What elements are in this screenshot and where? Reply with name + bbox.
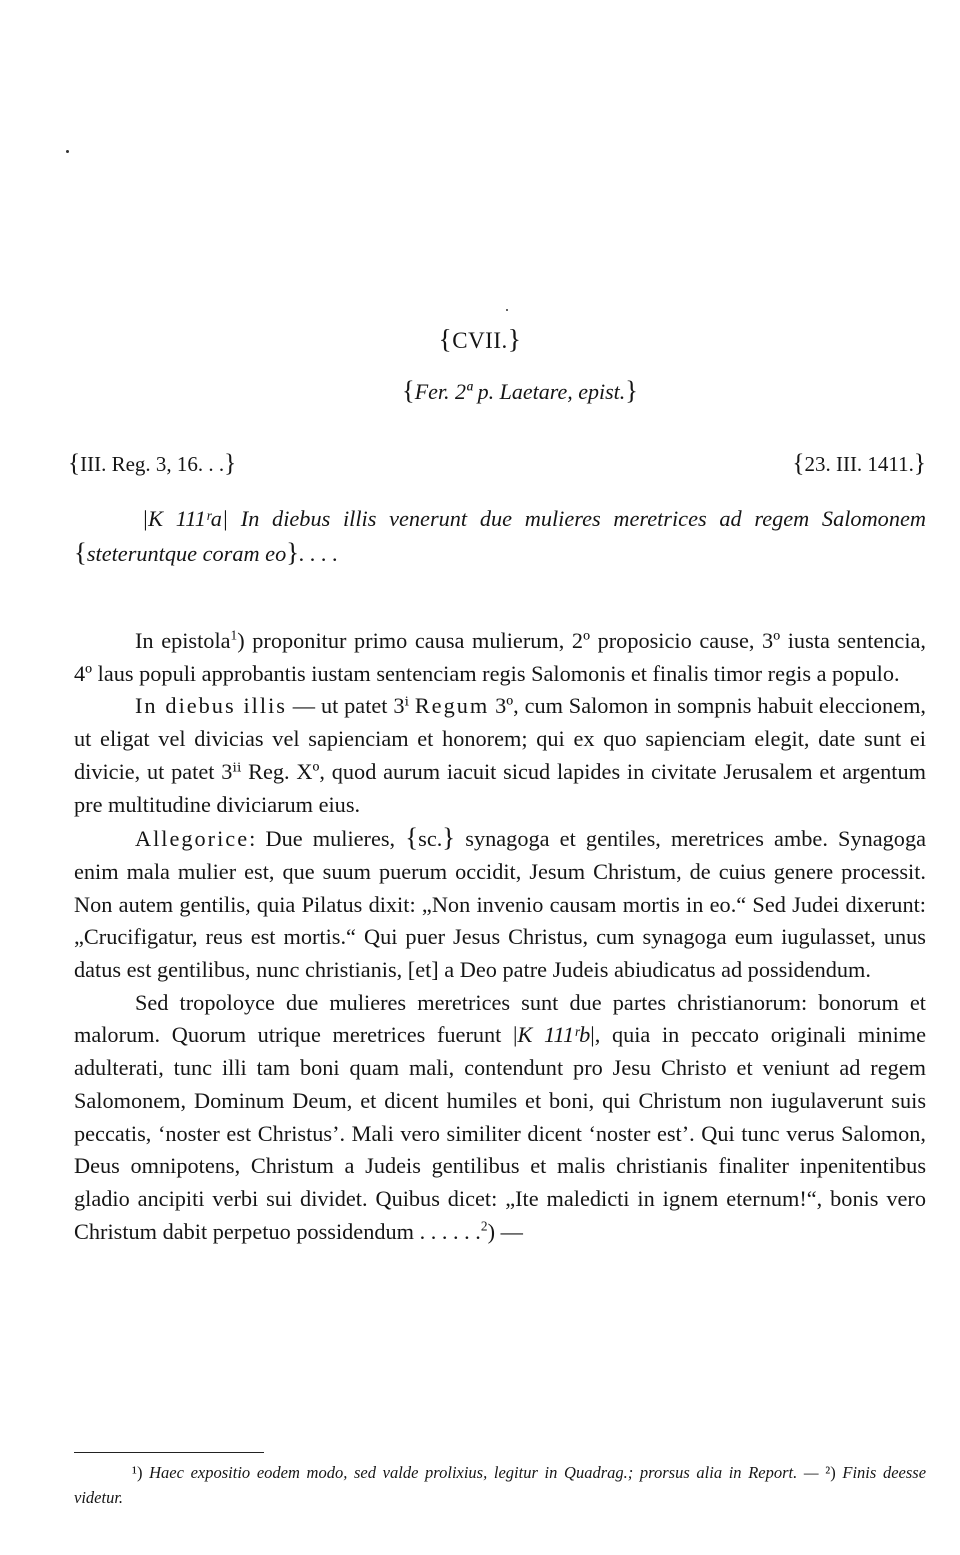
folio-marker: K 111ʳa <box>148 506 222 531</box>
reference-line <box>68 450 926 478</box>
sermon-date: {23. III. 1411.} <box>792 450 926 477</box>
footnote-rule <box>74 1452 264 1453</box>
chapter-heading: {CVII.} <box>438 323 522 354</box>
paragraph-2: In diebus illis — ut patet 3ⁱ Regum 3º, cum Salomon in sompnis habuit eleccionem, ut eligat vel divicias vel sapienciam et honorem; qui ex quo sapienciam elegit, date sunt ei divicie, ut patet 3ⁱⁱ Reg. Xº, quod aurum iacuit sicud lapides in civitate Jerusalem et argentum pre multitudine diviciarum eius. <box>74 693 926 817</box>
incipit-text: In diebus illis venerunt due mulieres meretrices ad regem Salomonem <box>240 506 926 531</box>
pericope-reference: {III. Reg. 3, 16. . .} <box>68 450 237 477</box>
occasion-text: Fer. 2ª p. Laetare, epist. <box>414 379 626 404</box>
chapter-number: CVII. <box>452 328 508 353</box>
liturgical-occasion: {Fer. 2ª p. Laetare, epist.} <box>402 375 638 405</box>
paragraph-4: Sed tropoloyce due mulieres meretrices sunt due partes christianorum: bonorum et malorum. Quorum utrique meretrices fuerunt |K 111ʳb|, quia in peccato originali minime adulterati, tunc illi tam boni quam mali, contendunt pro Jesu Christo et veniunt ad regem Salomonem, Dominum Deum, et dicent humiles et boni, qui Christum non iugulaverunt suis peccatis, ‘noster est Christus’. Mali vero similiter dicent ‘noster est’. Qui tunc verus Salomon, Deus omnipotens, Christum a Judeis gentilibus et malis christianis finaliter inpenitentibus gladio ancipiti verbi sui dividet. Quibus dicet: „Ite maledicti in ignem eternum!“, bonis vero Christum dabit perpetuo possidendum . . . . . .$^2$) — <box>74 989 927 1244</box>
footnote-1: ¹) Haec expositio eodem modo, sed valde prolixius, legitur in Quadrag.; prorsus alia in Report. — ²) Finis deesse videtur. <box>74 1463 927 1507</box>
incipit-addition: steteruntque coram eo <box>86 540 287 566</box>
footnotes <box>74 1460 926 1510</box>
paragraph-3: Allegorice: Due mulieres, {sc.} synagoga et gentiles, meretrices ambe. Synagoga enim mala mulier est, que suum puerum occidit, Jesum Christum, de cuius genere processit. Non autem gentilis, quia Pilatus dixit: „Non invenio causam mortis in eo.“ Sed Judei dixerunt: „Crucifigatur, reus est mortis.“ Qui puer Jesus Christus, cum synagoga eum iugulasset, unus datus est gentilibus, nunc christianis, [et] a Deo patre Judeis abiudicatus ad possidendum. <box>74 822 926 983</box>
folio-marker-2: K 111ʳb <box>517 1022 591 1048</box>
sermon-body <box>74 625 926 1248</box>
page-speck <box>66 150 69 153</box>
incipit: |K 111ʳa| In diebus illis venerunt due mulieres meretrices ad regem Salomonem {steteruntque coram eo}. . . . <box>74 506 926 567</box>
page-speck <box>506 309 508 311</box>
incipit-ellipsis: . . . . <box>299 540 339 566</box>
footnote-ref-1: 1 <box>230 627 238 643</box>
paragraph-1: In epistola$^1$) proponitur primo causa mulierum, 2º proposicio cause, 3º iusta sentencia, 4º laus populi approbantis iustam sentenciam regis Salomonis et finalis timor regis a populo. <box>74 627 926 686</box>
footnote-ref-2: 2 <box>480 1218 488 1234</box>
